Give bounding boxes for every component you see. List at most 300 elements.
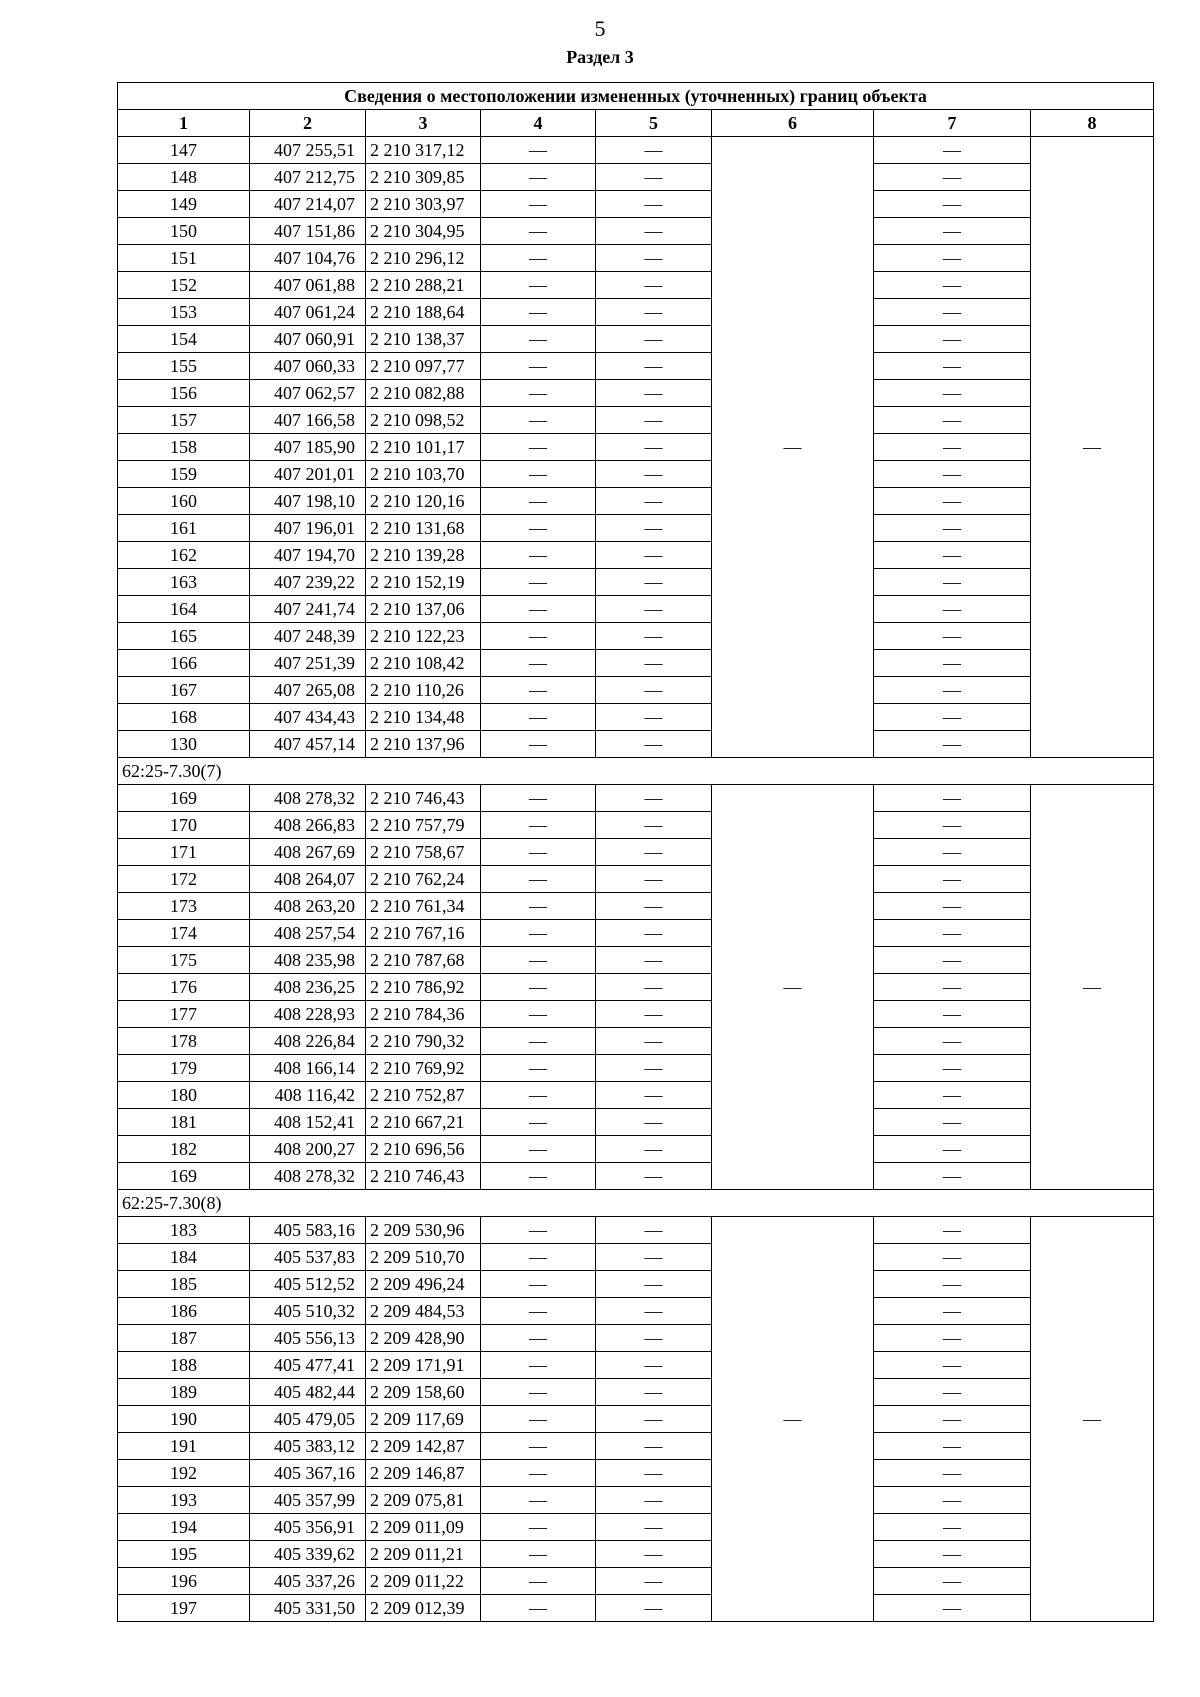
column-7-cell (874, 569, 1031, 596)
column-5-cell (596, 866, 712, 893)
dash-mark: — (644, 734, 663, 754)
table-row (118, 380, 1154, 407)
dash-mark: — (529, 1544, 547, 1564)
column-4-cell (481, 353, 596, 380)
column-4-cell (481, 1325, 596, 1352)
dash-mark: — (943, 1220, 961, 1240)
column-4-cell (481, 1028, 596, 1055)
dash-mark: — (529, 707, 547, 727)
point-number: 164 (118, 596, 250, 623)
column-7-cell (874, 731, 1031, 758)
coordinate-x: 407 201,01 (250, 461, 366, 488)
point-number: 173 (118, 893, 250, 920)
column-7-cell (874, 1352, 1031, 1379)
dash-mark: — (644, 302, 663, 322)
column-4-cell (481, 245, 596, 272)
coordinate-x: 405 510,32 (250, 1298, 366, 1325)
coordinate-y: 2 209 484,53 (366, 1298, 481, 1325)
column-header-7: 7 (874, 110, 1031, 137)
column-5-cell (596, 677, 712, 704)
coordinate-y: 2 210 667,21 (366, 1109, 481, 1136)
column-7-cell (874, 1109, 1031, 1136)
dash-mark: — (644, 1166, 663, 1186)
dash-mark: — (943, 707, 961, 727)
column-7-cell (874, 1298, 1031, 1325)
dash-mark: — (644, 1355, 663, 1375)
coordinate-x: 408 152,41 (250, 1109, 366, 1136)
dash-mark: — (943, 491, 961, 511)
dash-mark: — (943, 680, 961, 700)
table-row (118, 623, 1154, 650)
column-7-cell (874, 191, 1031, 218)
dash-mark: — (529, 410, 547, 430)
dash-mark: — (943, 1112, 961, 1132)
dash-mark: — (1083, 1409, 1102, 1429)
column-6-merged-cell (712, 1217, 874, 1622)
dash-mark: — (529, 1463, 547, 1483)
coordinate-y: 2 210 120,16 (366, 488, 481, 515)
dash-mark: — (644, 1571, 663, 1591)
dash-mark: — (943, 1598, 961, 1618)
column-5-cell (596, 1406, 712, 1433)
column-4-cell (481, 1595, 596, 1622)
point-number: 165 (118, 623, 250, 650)
dash-mark: — (644, 491, 663, 511)
table-header-row (118, 110, 1154, 137)
coordinate-y: 2 210 098,52 (366, 407, 481, 434)
dash-mark: — (529, 329, 547, 349)
coordinate-x: 405 339,62 (250, 1541, 366, 1568)
column-4-cell (481, 569, 596, 596)
column-7-cell (874, 1541, 1031, 1568)
dash-mark: — (644, 140, 663, 160)
dash-mark: — (644, 248, 663, 268)
dash-mark: — (529, 518, 547, 538)
point-number: 176 (118, 974, 250, 1001)
dash-mark: — (943, 1571, 961, 1591)
coordinate-y: 2 210 696,56 (366, 1136, 481, 1163)
coordinate-y: 2 209 171,91 (366, 1352, 481, 1379)
coordinate-x: 405 512,52 (250, 1271, 366, 1298)
coordinate-x: 407 265,08 (250, 677, 366, 704)
dash-mark: — (529, 1517, 547, 1537)
dash-mark: — (529, 1301, 547, 1321)
dash-mark: — (943, 1274, 961, 1294)
dash-mark: — (644, 1301, 663, 1321)
coordinate-y: 2 210 188,64 (366, 299, 481, 326)
dash-mark: — (644, 1247, 663, 1267)
column-7-cell (874, 299, 1031, 326)
coordinate-x: 405 477,41 (250, 1352, 366, 1379)
column-7-cell (874, 623, 1031, 650)
column-5-cell (596, 1352, 712, 1379)
column-5-cell (596, 839, 712, 866)
dash-mark: — (644, 1004, 663, 1024)
coordinate-y: 2 210 317,12 (366, 137, 481, 164)
table-row (118, 1163, 1154, 1190)
column-7-cell (874, 1082, 1031, 1109)
column-7-cell (874, 1325, 1031, 1352)
column-5-cell (596, 1001, 712, 1028)
coordinate-y: 2 210 758,67 (366, 839, 481, 866)
column-7-cell (874, 407, 1031, 434)
coordinate-x: 405 556,13 (250, 1325, 366, 1352)
column-header-8: 8 (1031, 110, 1154, 137)
dash-mark: — (529, 1166, 547, 1186)
coordinate-y: 2 210 746,43 (366, 785, 481, 812)
dash-mark: — (529, 842, 547, 862)
coordinate-x: 407 196,01 (250, 515, 366, 542)
coordinate-x: 407 062,57 (250, 380, 366, 407)
dash-mark: — (943, 1166, 961, 1186)
column-5-cell (596, 488, 712, 515)
coordinate-x: 405 331,50 (250, 1595, 366, 1622)
dash-mark: — (529, 1004, 547, 1024)
table-row (118, 1379, 1154, 1406)
coordinate-x: 407 151,86 (250, 218, 366, 245)
coordinate-y: 2 209 496,24 (366, 1271, 481, 1298)
column-7-cell (874, 488, 1031, 515)
dash-mark: — (644, 1112, 663, 1132)
coordinate-y: 2 210 303,97 (366, 191, 481, 218)
coordinate-y: 2 209 011,22 (366, 1568, 481, 1595)
dash-mark: — (943, 1517, 961, 1537)
point-number: 193 (118, 1487, 250, 1514)
point-number: 177 (118, 1001, 250, 1028)
group-label: 62:25-7.30(7) (118, 758, 1154, 785)
dash-mark: — (529, 464, 547, 484)
column-4-cell (481, 1379, 596, 1406)
column-7-cell (874, 596, 1031, 623)
column-7-cell (874, 812, 1031, 839)
coordinate-x: 407 060,33 (250, 353, 366, 380)
coordinate-y: 2 209 158,60 (366, 1379, 481, 1406)
table-row (118, 1352, 1154, 1379)
dash-mark: — (529, 1328, 547, 1348)
coordinate-x: 407 255,51 (250, 137, 366, 164)
column-5-cell (596, 650, 712, 677)
dash-mark: — (644, 869, 663, 889)
dash-mark: — (943, 950, 961, 970)
table-row (118, 137, 1154, 164)
coordinate-y: 2 210 769,92 (366, 1055, 481, 1082)
dash-mark: — (943, 1409, 961, 1429)
dash-mark: — (943, 1355, 961, 1375)
dash-mark: — (943, 896, 961, 916)
column-4-cell (481, 839, 596, 866)
column-5-cell (596, 974, 712, 1001)
coordinate-y: 2 210 122,23 (366, 623, 481, 650)
point-number: 189 (118, 1379, 250, 1406)
page-number: 5 (594, 16, 606, 41)
column-7-cell (874, 650, 1031, 677)
dash-mark: — (644, 1409, 663, 1429)
coordinate-x: 407 239,22 (250, 569, 366, 596)
column-5-cell (596, 1028, 712, 1055)
point-number: 182 (118, 1136, 250, 1163)
table-row (118, 677, 1154, 704)
coordinate-x: 407 251,39 (250, 650, 366, 677)
table-row (118, 434, 1154, 461)
dash-mark: — (644, 437, 663, 457)
dash-mark: — (644, 707, 663, 727)
coordinate-x: 405 367,16 (250, 1460, 366, 1487)
column-header-3: 3 (366, 110, 481, 137)
dash-mark: — (943, 275, 961, 295)
coordinate-y: 2 210 784,36 (366, 1001, 481, 1028)
coordinate-y: 2 209 117,69 (366, 1406, 481, 1433)
dash-mark: — (644, 680, 663, 700)
column-5-cell (596, 380, 712, 407)
table-row (118, 218, 1154, 245)
dash-mark: — (529, 1355, 547, 1375)
column-5-cell (596, 1055, 712, 1082)
dash-mark: — (943, 977, 961, 997)
table-row (118, 1028, 1154, 1055)
dash-mark: — (943, 1004, 961, 1024)
dash-mark: — (529, 869, 547, 889)
column-7-cell (874, 461, 1031, 488)
column-4-cell (481, 164, 596, 191)
point-number: 167 (118, 677, 250, 704)
dash-mark: — (529, 1436, 547, 1456)
dash-mark: — (529, 1058, 547, 1078)
column-7-cell (874, 947, 1031, 974)
column-4-cell (481, 1271, 596, 1298)
dash-mark: — (644, 1085, 663, 1105)
point-number: 195 (118, 1541, 250, 1568)
dash-mark: — (943, 221, 961, 241)
column-5-cell (596, 137, 712, 164)
dash-mark: — (943, 1139, 961, 1159)
column-5-cell (596, 812, 712, 839)
column-4-cell (481, 1460, 596, 1487)
coordinate-y: 2 210 097,77 (366, 353, 481, 380)
dash-mark: — (529, 194, 547, 214)
column-7-cell (874, 218, 1031, 245)
point-number: 170 (118, 812, 250, 839)
column-4-cell (481, 677, 596, 704)
column-5-cell (596, 542, 712, 569)
column-5-cell (596, 1514, 712, 1541)
coordinate-y: 2 209 011,09 (366, 1514, 481, 1541)
column-4-cell (481, 542, 596, 569)
column-4-cell (481, 731, 596, 758)
coordinate-y: 2 209 428,90 (366, 1325, 481, 1352)
coordinate-x: 408 226,84 (250, 1028, 366, 1055)
column-4-cell (481, 1298, 596, 1325)
point-number: 168 (118, 704, 250, 731)
dash-mark: — (644, 275, 663, 295)
column-7-cell (874, 920, 1031, 947)
coordinate-x: 407 060,91 (250, 326, 366, 353)
section-title: Раздел 3 (566, 47, 634, 67)
table-row (118, 164, 1154, 191)
column-4-cell (481, 785, 596, 812)
coordinate-x: 408 236,25 (250, 974, 366, 1001)
table-row (118, 731, 1154, 758)
column-7-cell (874, 326, 1031, 353)
column-5-cell (596, 1082, 712, 1109)
point-number: 159 (118, 461, 250, 488)
column-4-cell (481, 299, 596, 326)
dash-mark: — (644, 1517, 663, 1537)
table-row (118, 866, 1154, 893)
coordinate-x: 405 583,16 (250, 1217, 366, 1244)
column-5-cell (596, 1109, 712, 1136)
point-number: 158 (118, 434, 250, 461)
table-row (118, 515, 1154, 542)
column-7-cell (874, 137, 1031, 164)
coordinate-y: 2 210 110,26 (366, 677, 481, 704)
coordinate-y: 2 210 790,32 (366, 1028, 481, 1055)
column-7-cell (874, 542, 1031, 569)
column-7-cell (874, 434, 1031, 461)
point-number: 147 (118, 137, 250, 164)
column-4-cell (481, 1433, 596, 1460)
column-8-merged-cell (1031, 1217, 1154, 1622)
dash-mark: — (943, 410, 961, 430)
column-5-cell (596, 1244, 712, 1271)
column-6-merged-cell (712, 785, 874, 1190)
coordinate-x: 408 278,32 (250, 1163, 366, 1190)
column-5-cell (596, 947, 712, 974)
dash-mark: — (943, 869, 961, 889)
coordinate-x: 405 537,83 (250, 1244, 366, 1271)
dash-mark: — (943, 599, 961, 619)
coordinate-x: 407 248,39 (250, 623, 366, 650)
column-7-cell (874, 515, 1031, 542)
column-5-cell (596, 920, 712, 947)
dash-mark: — (529, 626, 547, 646)
point-number: 179 (118, 1055, 250, 1082)
coordinate-y: 2 210 767,16 (366, 920, 481, 947)
point-number: 161 (118, 515, 250, 542)
point-number: 175 (118, 947, 250, 974)
table-title-row (118, 83, 1154, 110)
column-5-cell (596, 218, 712, 245)
dash-mark: — (529, 599, 547, 619)
column-5-cell (596, 569, 712, 596)
dash-mark: — (644, 1058, 663, 1078)
point-number: 157 (118, 407, 250, 434)
dash-mark: — (1083, 437, 1102, 457)
point-number: 192 (118, 1460, 250, 1487)
column-4-cell (481, 380, 596, 407)
dash-mark: — (943, 788, 961, 808)
point-number: 178 (118, 1028, 250, 1055)
dash-mark: — (529, 167, 547, 187)
point-number: 169 (118, 785, 250, 812)
dash-mark: — (943, 1328, 961, 1348)
column-4-cell (481, 812, 596, 839)
coordinate-x: 405 482,44 (250, 1379, 366, 1406)
column-4-cell (481, 1163, 596, 1190)
dash-mark: — (529, 1247, 547, 1267)
group-row (118, 1190, 1154, 1217)
column-4-cell (481, 893, 596, 920)
dash-mark: — (783, 977, 802, 997)
point-number: 153 (118, 299, 250, 326)
dash-mark: — (943, 248, 961, 268)
column-4-cell (481, 137, 596, 164)
coordinate-x: 407 198,10 (250, 488, 366, 515)
coordinate-x: 408 235,98 (250, 947, 366, 974)
group-row (118, 758, 1154, 785)
dash-mark: — (644, 1598, 663, 1618)
column-7-cell (874, 245, 1031, 272)
point-number: 187 (118, 1325, 250, 1352)
dash-mark: — (943, 653, 961, 673)
point-number: 154 (118, 326, 250, 353)
table-row (118, 785, 1154, 812)
column-5-cell (596, 434, 712, 461)
column-5-cell (596, 1433, 712, 1460)
column-5-cell (596, 1487, 712, 1514)
column-5-cell (596, 1460, 712, 1487)
point-number: 184 (118, 1244, 250, 1271)
coordinate-x: 405 356,91 (250, 1514, 366, 1541)
coordinate-y: 2 210 108,42 (366, 650, 481, 677)
dash-mark: — (943, 464, 961, 484)
dash-mark: — (644, 1328, 663, 1348)
coordinate-y: 2 209 510,70 (366, 1244, 481, 1271)
column-7-cell (874, 353, 1031, 380)
dash-mark: — (644, 896, 663, 916)
dash-mark: — (644, 167, 663, 187)
coordinate-y: 2 210 296,12 (366, 245, 481, 272)
coordinate-y: 2 210 309,85 (366, 164, 481, 191)
table-row (118, 596, 1154, 623)
coordinate-x: 407 166,58 (250, 407, 366, 434)
dash-mark: — (644, 1031, 663, 1051)
dash-mark: — (644, 1544, 663, 1564)
dash-mark: — (529, 1409, 547, 1429)
column-7-cell (874, 1163, 1031, 1190)
table-row (118, 812, 1154, 839)
coordinate-x: 407 214,07 (250, 191, 366, 218)
point-number: 171 (118, 839, 250, 866)
column-4-cell (481, 704, 596, 731)
dash-mark: — (529, 140, 547, 160)
column-4-cell (481, 1217, 596, 1244)
column-header-6: 6 (712, 110, 874, 137)
table-row (118, 1325, 1154, 1352)
dash-mark: — (943, 1031, 961, 1051)
dash-mark: — (529, 1220, 547, 1240)
coordinate-y: 2 210 304,95 (366, 218, 481, 245)
point-number: 155 (118, 353, 250, 380)
table-row (118, 272, 1154, 299)
coordinate-x: 408 257,54 (250, 920, 366, 947)
dash-mark: — (943, 815, 961, 835)
coordinate-y: 2 209 075,81 (366, 1487, 481, 1514)
column-5-cell (596, 623, 712, 650)
dash-mark: — (943, 1382, 961, 1402)
dash-mark: — (644, 1274, 663, 1294)
column-4-cell (481, 1406, 596, 1433)
dash-mark: — (644, 599, 663, 619)
column-4-cell (481, 1541, 596, 1568)
coordinate-y: 2 210 131,68 (366, 515, 481, 542)
table-row (118, 1082, 1154, 1109)
table-row (118, 650, 1154, 677)
coordinate-x: 407 457,14 (250, 731, 366, 758)
column-5-cell (596, 191, 712, 218)
column-7-cell (874, 1271, 1031, 1298)
dash-mark: — (644, 1139, 663, 1159)
column-7-cell (874, 1595, 1031, 1622)
